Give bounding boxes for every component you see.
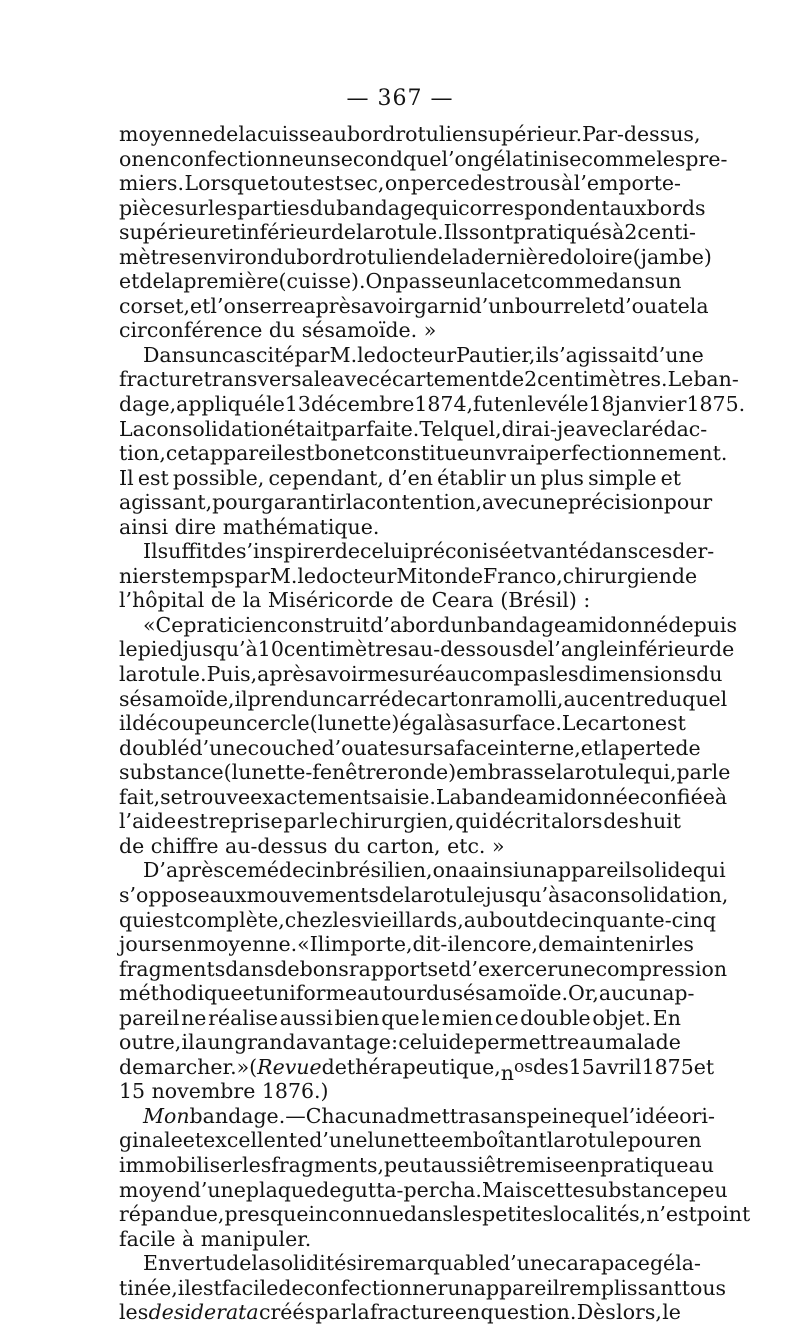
text-line: 15 novembre 1876.) — [119, 1079, 329, 1104]
text-line: de marcher. » (Revue de thérapeutique, $n^{os}$ des 15 avril 1875 et — [119, 1054, 715, 1085]
text-line: dage, appliqué le 13 décembre 1874, fut enlevé le 18 janvier 1875. — [119, 392, 746, 417]
text-line: Dans un cas cité par M. le docteur Pautier, il s’agissait d’une — [143, 342, 704, 367]
text-line: fait, se trouve exactement saisie. La bande amidonnée confiée à — [119, 784, 728, 809]
text-line: moyenne de la cuisse au bord rotulien supérieur. Par-dessus, — [119, 122, 701, 146]
text-line: En vertu de la solidité si remarquable d’une carapace géla- — [143, 1251, 701, 1276]
page-number: — 367 — — [346, 86, 454, 111]
text-line: corset, et l’on serre après avoir garni d’un bourrelet d’ouate la — [119, 293, 709, 318]
text-line: Il suffit de s’inspirer de celui préconisé et vanté dans ces der- — [143, 539, 715, 564]
text-line: de chiffre au-dessus du carton, etc. » — [119, 833, 505, 858]
text-line: les desiderata créés par la fracture en question. Dès lors, le — [119, 1300, 681, 1325]
body-text — [119, 122, 751, 1325]
text-line: mètres environ du bord rotulien de la dernière doloire (jambe) — [119, 244, 712, 269]
text-line: le pied jusqu’à 10 centimètres au-dessous de l’angle inférieur de — [119, 637, 735, 662]
text-line: on en confectionne un second que l’on gélatinise comme les pre- — [119, 146, 728, 171]
text-line: « Ce praticien construit d’abord un bandage amidonné depuis — [143, 612, 737, 637]
text-line: doublé d’une couche d’ouate sur sa face interne, et la perte de — [119, 735, 701, 760]
text-line: jours en moyenne. « Il importe, dit-il encore, de maintenir les — [119, 932, 694, 957]
text-line: tion, cet appareil est bon et constitue un vrai perfectionnement. — [119, 441, 728, 466]
text-line: s’oppose aux mouvements de la rotule jusqu’à sa consolidation, — [119, 882, 729, 907]
text-line: substance (lunette-fenêtre ronde) embrasse la rotule qui, par le — [119, 760, 731, 785]
text-line: ainsi dire mathématique. — [119, 514, 380, 539]
text-line: la rotule. Puis, après avoir mesuré au compas les dimensions du — [119, 662, 723, 687]
text-line: niers temps par M. le docteur Miton de Franco, chirurgien de — [119, 563, 698, 588]
text-line: circonférence du sésamoïde. » — [119, 318, 437, 343]
text-line: répandue, presque inconnue dans les petites localités, n’est point — [119, 1202, 751, 1227]
text-line: l’hôpital de la Miséricorde de Ceara (Brésil) : — [119, 588, 591, 613]
text-line: agissant, pour garantir la contention, avec une précision pour — [119, 490, 713, 515]
text-line: La consolidation était parfaite. Tel quel, dirai-je avec la rédac- — [119, 416, 708, 441]
text-line: supérieur et inférieur de la rotule. Ils sont pratiqués à 2 centi- — [119, 220, 696, 245]
text-line: Il est possible, cependant, d’en établir un plus simple et — [119, 465, 681, 490]
text-line: il découpe un cercle (lunette) égal à sa surface. Le carton est — [119, 711, 686, 736]
text-line: immobiliser les fragments, peut aussi être mise en pratique au — [119, 1152, 714, 1177]
text-line: et de la première (cuisse). On passe un lacet comme dans un — [119, 269, 682, 294]
text-line: fragments dans de bons rapports et d’exercer une compression — [119, 956, 728, 981]
text-line: moyen d’une plaque de gutta-percha. Mais cette substance peu — [119, 1177, 728, 1202]
text-line: outre, il a un grand avantage : celui de permettre au malade — [119, 1030, 681, 1055]
text-line: sésamoïde, il prend un carré de carton ramolli, au centre duquel — [119, 686, 728, 711]
text-line: D’après ce médecin brésilien, on a ainsi un appareil solide qui — [143, 858, 726, 883]
text-line: ginale et excellente d’une lunette emboîtant la rotule pour en — [119, 1128, 702, 1153]
text-line: pièce sur les parties du bandage qui correspondent aux bords — [119, 195, 706, 220]
text-line: tinée, il est facile de confectionner un appareil remplissant tous — [119, 1275, 727, 1300]
text-line: facile à manipuler. — [119, 1226, 312, 1251]
text-line: fracture transversale avec écartement de 2 centimètres. Le ban- — [119, 367, 739, 392]
text-line: méthodique et uniforme autour du sésamoïde. Or, aucun ap- — [119, 981, 695, 1006]
text-line: pareil ne réalise aussi bien que le mien ce double objet. En — [119, 1005, 681, 1030]
text-line: Mon bandage. — Chacun admettra sans peine que l’idée ori- — [143, 1103, 715, 1128]
text-line: miers. Lorsque tout est sec, on perce des trous à l’emporte- — [119, 171, 681, 196]
text-line: l’aide est reprise par le chirurgien, qui décrit alors des huit — [119, 809, 681, 834]
text-line: qui est complète, chez les vieillards, au bout de cinquante-cinq — [119, 907, 716, 932]
